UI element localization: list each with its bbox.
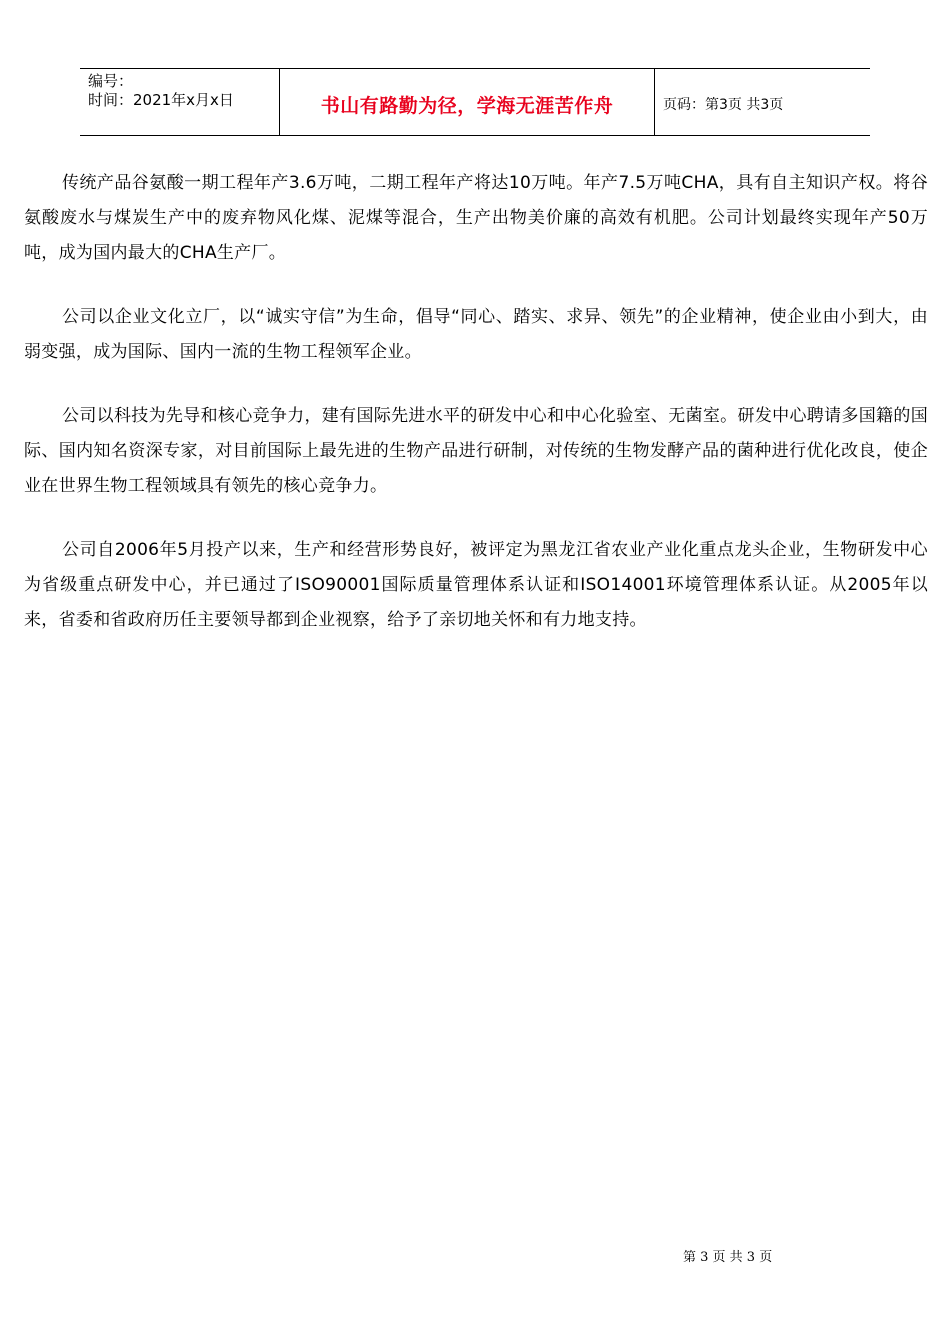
body-paragraph: 公司以科技为先导和核心竞争力，建有国际先进水平的研发中心和中心化验室、无菌室。研发中心聘请多国籍的国际、国内知名资深专家，对目前国际上最先进的生物产品进行研制，对传统的生物发酵产品的菌种进行优化改良，使企业在世界生物工程领域具有领先的核心竞争力。 (24, 406, 928, 496)
header-motto: 书山有路勤为径，学海无涯苦作舟 (280, 69, 655, 135)
document-time-label: 时间：2021年x月x日 (88, 91, 234, 109)
body-paragraph: 公司以企业文化立厂，以“诚实守信”为生命，倡导“同心、踏实、求异、领先”的企业精神，使企业由小到大，由弱变强，成为国际、国内一流的生物工程领军企业。 (24, 307, 928, 362)
header-meta-cell (80, 69, 280, 135)
body-paragraph: 公司自2006年5月投产以来，生产和经营形势良好，被评定为黑龙江省农业产业化重点龙头企业，生物研发中心为省级重点研发中心，并已通过了ISO90001国际质量管理体系认证和ISO14001环境管理体系认证。从2005年以来，省委和省政府历任主要领导都到企业视察，给予了亲切地关怀和有力地支持。 (24, 540, 928, 630)
document-number-label: 编号： (88, 72, 134, 90)
page-header (80, 68, 870, 136)
document-body (24, 166, 928, 667)
body-paragraph: 传统产品谷氨酸一期工程年产3.6万吨，二期工程年产将达10万吨。年产7.5万吨CHA，具有自主知识产权。将谷氨酸废水与煤炭生产中的废弃物风化煤、泥煤等混合，生产出物美价廉的高效有机肥。公司计划最终实现年产50万吨，成为国内最大的CHA生产厂。 (24, 173, 928, 263)
header-page-info: 页码：第3页 共3页 (663, 97, 784, 113)
page-footer: 第 3 页 共 3 页 (683, 1250, 773, 1265)
